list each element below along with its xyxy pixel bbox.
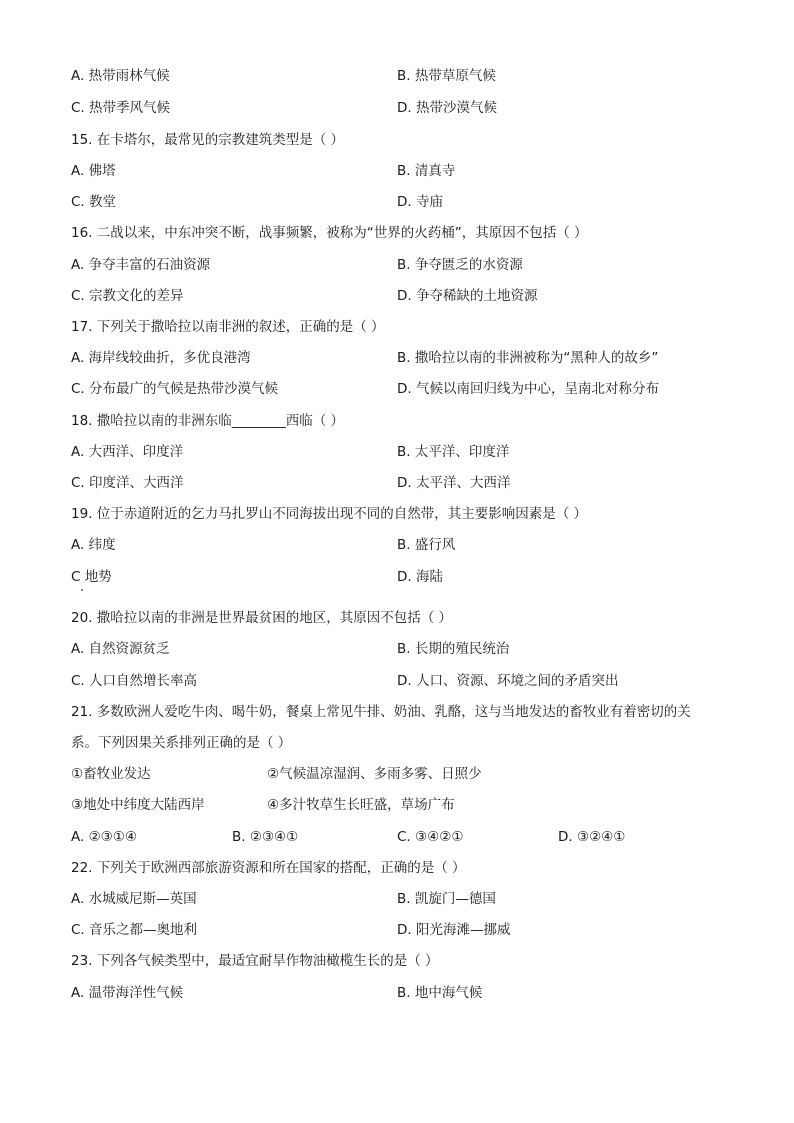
option-c: C. 分布最广的气候是热带沙漠气候 <box>71 381 279 397</box>
question-17-stem: 17. 下列关于撒哈拉以南非洲的叙述，正确的是（ ） <box>71 319 385 335</box>
question-21-stem-line2: 系。下列因果关系排列正确的是（ ） <box>71 735 292 751</box>
option-b: B. 热带草原气候 <box>397 68 496 84</box>
option-c: C. 教堂 <box>71 194 117 210</box>
option-c: C. 音乐之都—奥地利 <box>71 922 198 938</box>
option-b: B. 盛行风 <box>397 537 456 553</box>
question-22-stem: 22. 下列关于欧洲西部旅游资源和所在国家的搭配，正确的是（ ） <box>71 860 466 876</box>
question-23-stem: 23. 下列各气候类型中，最适宜耐旱作物油橄榄生长的是（ ） <box>71 953 439 969</box>
option-c: C. 热带季风气候 <box>71 100 171 116</box>
statement-1: ①畜牧业发达 <box>71 766 151 782</box>
option-a: A. 温带海洋性气候 <box>71 985 184 1001</box>
statement-4: ④多汁牧草生长旺盛，草场广布 <box>267 797 455 813</box>
option-d: D. 人口、资源、环境之间的矛盾突出 <box>397 673 619 689</box>
option-c: C. 人口自然增长率高 <box>71 673 198 689</box>
option-a: A. 争夺丰富的石油资源 <box>71 257 211 273</box>
option-c: C. 印度洋、大西洋 <box>71 475 184 491</box>
option-a: A. 佛塔 <box>71 163 116 179</box>
option-d: D. 太平洋、大西洋 <box>397 475 511 491</box>
option-a: A. 纬度 <box>71 537 116 553</box>
option-b: B. 清真寺 <box>397 163 456 179</box>
option-d: D. 海陆 <box>397 569 443 585</box>
option-b: B. ②③④① <box>232 829 299 845</box>
statement-3: ③地处中纬度大陆西岸 <box>71 797 205 813</box>
scan-dot <box>81 589 83 591</box>
option-a: A. 水城威尼斯—英国 <box>71 891 197 907</box>
option-b: B. 凯旋门—德国 <box>397 891 496 907</box>
option-d: D. 阳光海滩—挪威 <box>397 922 511 938</box>
option-c: C 地势 <box>71 569 112 585</box>
option-b: B. 长期的殖民统治 <box>397 641 510 657</box>
option-a: A. 热带雨林气候 <box>71 68 170 84</box>
question-20-stem: 20. 撒哈拉以南的非洲是世界最贫困的地区，其原因不包括（ ） <box>71 610 453 626</box>
option-b: B. 太平洋、印度洋 <box>397 444 510 460</box>
option-b: B. 争夺匮乏的水资源 <box>397 257 523 273</box>
question-15-stem: 15. 在卡塔尔，最常见的宗教建筑类型是（ ） <box>71 132 345 148</box>
question-18-stem: 18. 撒哈拉以南的非洲东临________西临（ ） <box>71 413 345 429</box>
option-d: D. 气候以南回归线为中心，呈南北对称分布 <box>397 381 659 397</box>
question-19-stem: 19. 位于赤道附近的乞力马扎罗山不同海拔出现不同的自然带，其主要影响因素是（ ） <box>71 506 588 522</box>
statement-2: ②气候温凉湿润、多雨多雾、日照少 <box>267 766 482 782</box>
option-a: A. ②③①④ <box>71 829 137 845</box>
option-a: A. 自然资源贫乏 <box>71 641 170 657</box>
question-16-stem: 16. 二战以来，中东冲突不断，战事频繁，被称为“世界的火药桶”，其原因不包括（ ） <box>71 225 588 241</box>
option-a: A. 大西洋、印度洋 <box>71 444 184 460</box>
option-c: C. ③④②① <box>397 829 464 845</box>
option-b: B. 地中海气候 <box>397 985 483 1001</box>
option-d: D. 争夺稀缺的土地资源 <box>397 288 538 304</box>
option-b: B. 撒哈拉以南的非洲被称为“黑种人的故乡” <box>397 350 659 366</box>
option-c: C. 宗教文化的差异 <box>71 288 184 304</box>
option-d: D. 寺庙 <box>397 194 443 210</box>
option-d: D. ③②④① <box>558 829 626 845</box>
option-d: D. 热带沙漠气候 <box>397 100 497 116</box>
option-a: A. 海岸线较曲折，多优良港湾 <box>71 350 251 366</box>
question-21-stem-line1: 21. 多数欧洲人爱吃牛肉、喝牛奶，餐桌上常见牛排、奶油、乳酪，这与当地发达的畜牧业有着密切的关 <box>71 704 691 720</box>
